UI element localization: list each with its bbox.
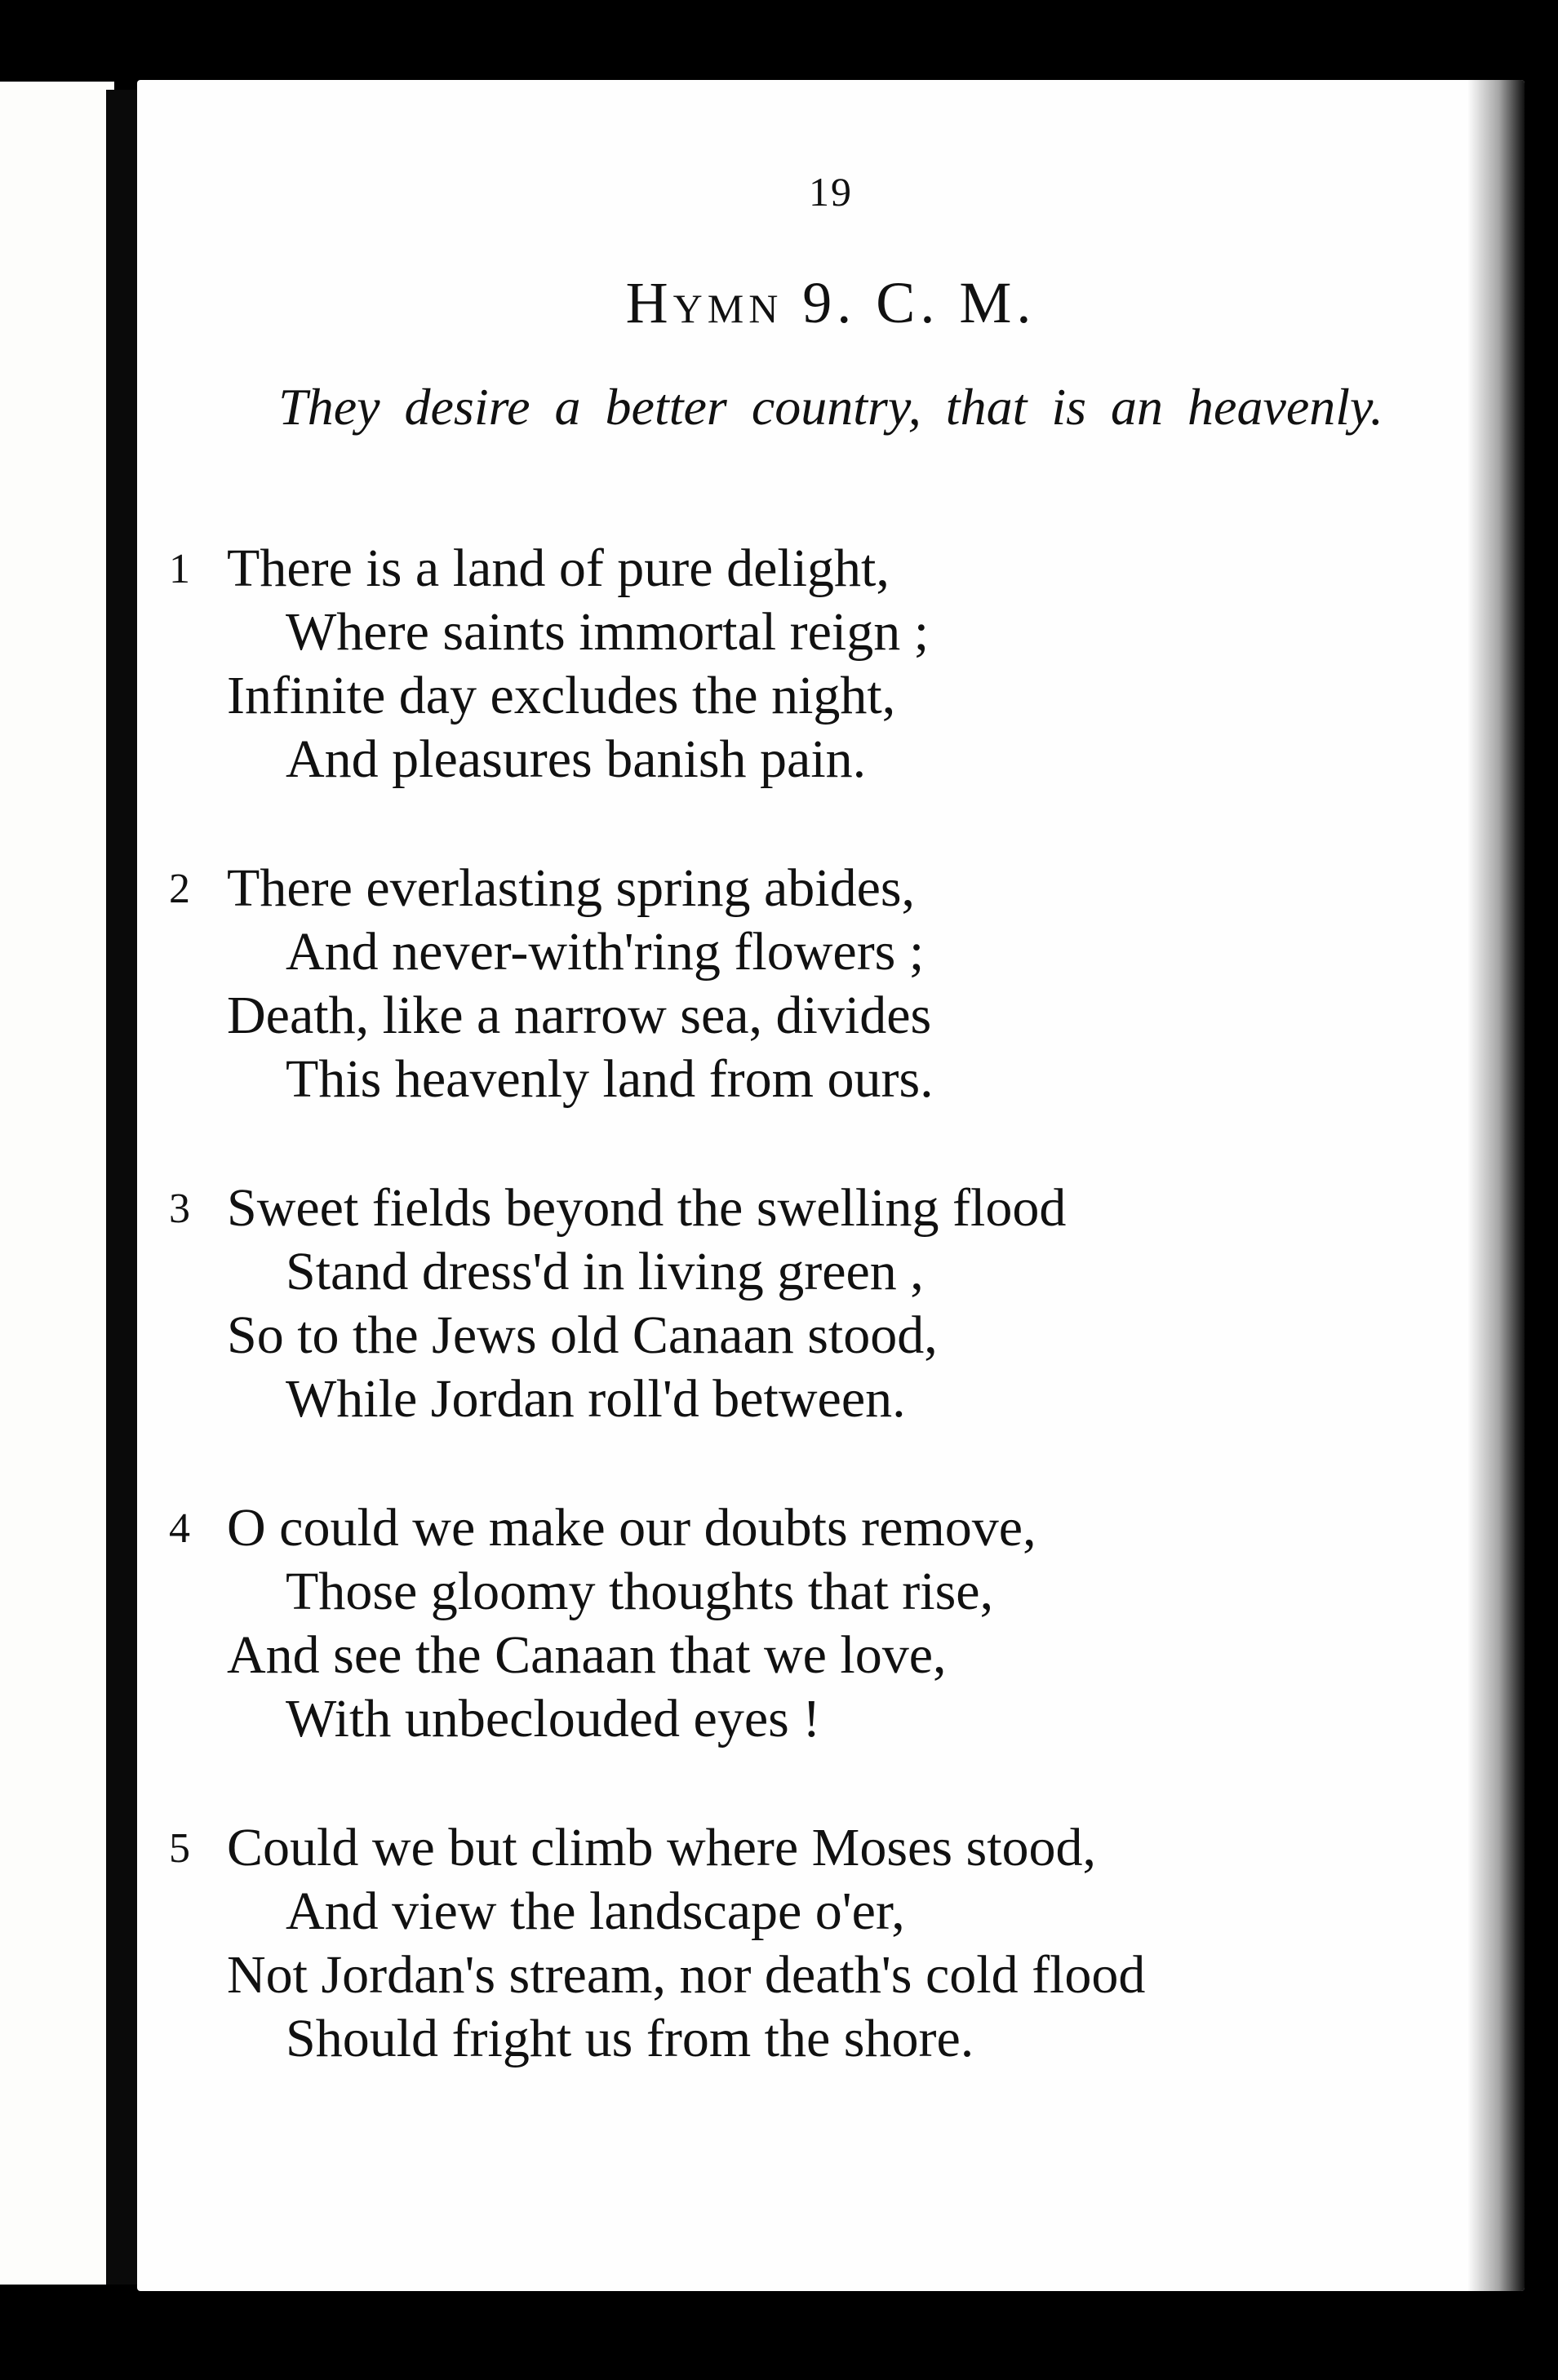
verse-number: 5 (169, 1825, 190, 1872)
verse (137, 857, 1525, 1111)
verse-line: There is a land of pure delight, (227, 538, 890, 598)
verse-line: Sweet fields beyond the swelling flood (227, 1178, 1067, 1238)
verse-line: Should fright us from the shore. (286, 2009, 974, 2068)
verse-line: While Jordan roll'd between. (286, 1369, 906, 1429)
verse (137, 537, 1525, 791)
verse-line: Infinite day excludes the night, (227, 666, 896, 725)
verse-line: Where saints immortal reign ; (286, 602, 930, 662)
page-content (137, 80, 1525, 2291)
hymn-page (137, 80, 1525, 2291)
verse-line: Those gloomy thoughts that rise, (286, 1562, 994, 1621)
verse-line: There everlasting spring abides, (227, 858, 916, 918)
verse-number: 4 (169, 1505, 190, 1552)
verse-line: And pleasures banish pain. (286, 729, 867, 789)
verse-line: Death, like a narrow sea, divides (227, 986, 932, 1045)
verse-line: And never-with'ring flowers ; (286, 922, 925, 982)
verse-line: And view the landscape o'er, (286, 1881, 905, 1941)
verse (137, 1816, 1525, 2071)
page-number: 19 (809, 169, 853, 215)
verse-line: Stand dress'd in living green , (286, 1242, 924, 1301)
verse-line: O could we make our doubts remove, (227, 1498, 1036, 1558)
verse-number: 3 (169, 1186, 190, 1232)
verse (137, 1177, 1525, 1431)
verse-number: 1 (169, 546, 190, 592)
facing-page-edge (0, 82, 114, 2285)
verse-line: Could we but climb where Moses stood, (227, 1818, 1097, 1877)
verse-line: Not Jordan's stream, nor death's cold flood (227, 1945, 1146, 2005)
verse-line: And see the Canaan that we love, (227, 1625, 947, 1685)
epigraph: They desire a better country, that is an heavenly. (278, 378, 1383, 436)
verse-line: With unbeclouded eyes ! (286, 1689, 821, 1748)
verses (137, 537, 1525, 2136)
verse (137, 1496, 1525, 1751)
verse-line: So to the Jews old Canaan stood, (227, 1305, 938, 1365)
hymn-title: Hymn 9. C. M. (625, 270, 1036, 335)
book-spine (106, 90, 139, 2285)
verse-number: 2 (169, 866, 190, 912)
verse-line: This heavenly land from ours. (286, 1049, 934, 1109)
